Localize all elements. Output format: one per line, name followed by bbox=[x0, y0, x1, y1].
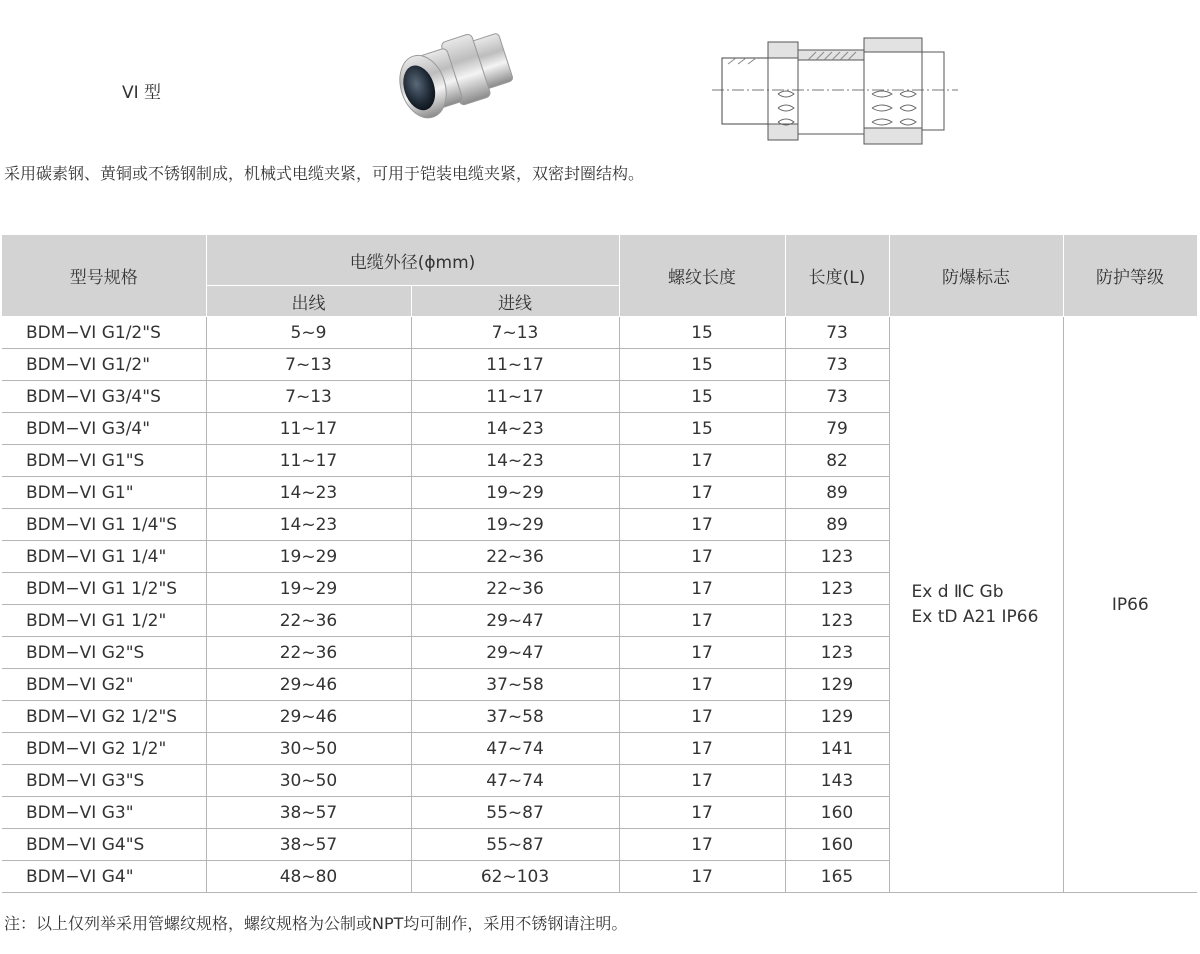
cell-out: 19~29 bbox=[206, 541, 411, 573]
cell-in: 22~36 bbox=[411, 541, 619, 573]
cable-gland-cross-section-drawing bbox=[712, 28, 962, 152]
cell-model: BDM−VI G1"S bbox=[2, 445, 206, 477]
cell-out: 30~50 bbox=[206, 765, 411, 797]
cell-model: BDM−VI G1 1/2"S bbox=[2, 573, 206, 605]
cell-length: 141 bbox=[785, 733, 889, 765]
cell-length: 89 bbox=[785, 509, 889, 541]
cell-thread-length: 17 bbox=[619, 477, 785, 509]
cell-length: 160 bbox=[785, 797, 889, 829]
cell-length: 89 bbox=[785, 477, 889, 509]
cell-thread-length: 15 bbox=[619, 349, 785, 381]
cell-thread-length: 15 bbox=[619, 413, 785, 445]
cell-length: 165 bbox=[785, 861, 889, 893]
cell-thread-length: 17 bbox=[619, 605, 785, 637]
cell-length: 129 bbox=[785, 701, 889, 733]
cell-out: 30~50 bbox=[206, 733, 411, 765]
cell-thread-length: 17 bbox=[619, 797, 785, 829]
cell-thread-length: 17 bbox=[619, 573, 785, 605]
cell-in: 14~23 bbox=[411, 413, 619, 445]
cell-thread-length: 17 bbox=[619, 669, 785, 701]
cell-ex-mark bbox=[889, 317, 1063, 893]
cell-thread-length: 17 bbox=[619, 637, 785, 669]
cell-model: BDM−VI G1/2" bbox=[2, 349, 206, 381]
cell-out: 29~46 bbox=[206, 701, 411, 733]
cell-model: BDM−VI G3/4" bbox=[2, 413, 206, 445]
cell-in: 14~23 bbox=[411, 445, 619, 477]
cell-thread-length: 17 bbox=[619, 733, 785, 765]
table-row bbox=[2, 317, 1197, 349]
cell-thread-length: 17 bbox=[619, 765, 785, 797]
cell-in: 11~17 bbox=[411, 349, 619, 381]
cell-in: 11~17 bbox=[411, 381, 619, 413]
spec-table bbox=[2, 235, 1198, 893]
cable-gland-photo bbox=[386, 22, 526, 134]
cell-in: 19~29 bbox=[411, 509, 619, 541]
cell-model: BDM−VI G2" bbox=[2, 669, 206, 701]
cell-length: 123 bbox=[785, 541, 889, 573]
cell-in: 19~29 bbox=[411, 477, 619, 509]
cell-model: BDM−VI G2"S bbox=[2, 637, 206, 669]
cell-model: BDM−VI G3/4"S bbox=[2, 381, 206, 413]
cell-thread-length: 15 bbox=[619, 317, 785, 349]
footnote: 注：以上仅列举采用管螺纹规格，螺纹规格为公制或NPT均可制作，采用不锈钢请注明。 bbox=[4, 914, 628, 933]
cell-thread-length: 17 bbox=[619, 829, 785, 861]
cell-in: 55~87 bbox=[411, 829, 619, 861]
cell-length: 73 bbox=[785, 381, 889, 413]
header-thread-length: 螺纹长度 bbox=[619, 235, 785, 317]
cell-model: BDM−VI G1" bbox=[2, 477, 206, 509]
header-ex-mark: 防爆标志 bbox=[889, 235, 1063, 317]
cell-thread-length: 17 bbox=[619, 541, 785, 573]
cell-in: 47~74 bbox=[411, 733, 619, 765]
cell-model: BDM−VI G1 1/4"S bbox=[2, 509, 206, 541]
cell-thread-length: 17 bbox=[619, 509, 785, 541]
cell-out: 7~13 bbox=[206, 349, 411, 381]
header-length: 长度(L) bbox=[785, 235, 889, 317]
cell-thread-length: 17 bbox=[619, 861, 785, 893]
cell-length: 129 bbox=[785, 669, 889, 701]
cell-in: 47~74 bbox=[411, 765, 619, 797]
product-description: 采用碳素钢、黄铜或不锈钢制成，机械式电缆夹紧，可用于铠装电缆夹紧，双密封圈结构。 bbox=[4, 164, 645, 183]
cell-out: 29~46 bbox=[206, 669, 411, 701]
cell-out: 38~57 bbox=[206, 797, 411, 829]
cell-model: BDM−VI G1/2"S bbox=[2, 317, 206, 349]
header-model: 型号规格 bbox=[2, 235, 206, 317]
cell-length: 82 bbox=[785, 445, 889, 477]
cell-thread-length: 15 bbox=[619, 381, 785, 413]
cell-in: 7~13 bbox=[411, 317, 619, 349]
cell-out: 48~80 bbox=[206, 861, 411, 893]
cell-in: 62~103 bbox=[411, 861, 619, 893]
cell-in: 37~58 bbox=[411, 701, 619, 733]
cell-model: BDM−VI G4"S bbox=[2, 829, 206, 861]
cell-out: 19~29 bbox=[206, 573, 411, 605]
cell-in: 55~87 bbox=[411, 797, 619, 829]
cell-model: BDM−VI G1 1/4" bbox=[2, 541, 206, 573]
cell-length: 79 bbox=[785, 413, 889, 445]
cell-thread-length: 17 bbox=[619, 445, 785, 477]
cell-length: 123 bbox=[785, 605, 889, 637]
header-in: 进线 bbox=[411, 286, 619, 317]
cell-out: 38~57 bbox=[206, 829, 411, 861]
cell-length: 160 bbox=[785, 829, 889, 861]
cell-model: BDM−VI G4" bbox=[2, 861, 206, 893]
cell-out: 22~36 bbox=[206, 637, 411, 669]
cell-length: 73 bbox=[785, 349, 889, 381]
ex-mark-line: Ex d ⅡC Gb bbox=[911, 581, 1004, 602]
cell-in: 22~36 bbox=[411, 573, 619, 605]
cell-out: 14~23 bbox=[206, 509, 411, 541]
header-cable-od: 电缆外径(ϕmm) bbox=[206, 235, 619, 286]
cell-model: BDM−VI G3"S bbox=[2, 765, 206, 797]
cell-out: 5~9 bbox=[206, 317, 411, 349]
cell-model: BDM−VI G1 1/2" bbox=[2, 605, 206, 637]
cell-out: 7~13 bbox=[206, 381, 411, 413]
spec-table-body bbox=[2, 317, 1197, 893]
cell-length: 73 bbox=[785, 317, 889, 349]
cell-length: 143 bbox=[785, 765, 889, 797]
cell-model: BDM−VI G2 1/2"S bbox=[2, 701, 206, 733]
cell-in: 29~47 bbox=[411, 637, 619, 669]
header-out: 出线 bbox=[206, 286, 411, 317]
cell-out: 14~23 bbox=[206, 477, 411, 509]
cell-length: 123 bbox=[785, 573, 889, 605]
cell-out: 11~17 bbox=[206, 413, 411, 445]
cell-thread-length: 17 bbox=[619, 701, 785, 733]
header-protection: 防护等级 bbox=[1063, 235, 1197, 317]
cell-out: 11~17 bbox=[206, 445, 411, 477]
cell-length: 123 bbox=[785, 637, 889, 669]
cell-model: BDM−VI G2 1/2" bbox=[2, 733, 206, 765]
cell-protection: IP66 bbox=[1063, 317, 1197, 893]
cell-in: 29~47 bbox=[411, 605, 619, 637]
cell-out: 22~36 bbox=[206, 605, 411, 637]
ex-mark-line: Ex tD A21 IP66 bbox=[911, 606, 1039, 627]
cell-in: 37~58 bbox=[411, 669, 619, 701]
cell-model: BDM−VI G3" bbox=[2, 797, 206, 829]
product-type-label: VI 型 bbox=[122, 83, 162, 103]
